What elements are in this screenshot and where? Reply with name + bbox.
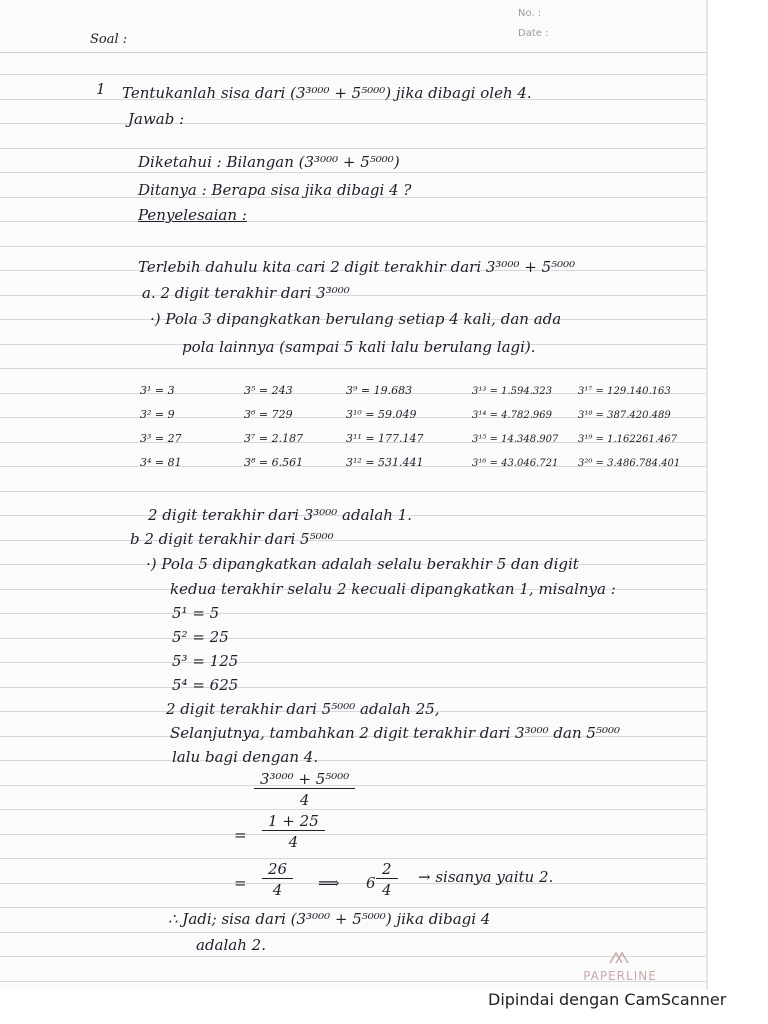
table-cell: 3³ = 27 — [140, 432, 182, 445]
final-line1: ∴ Jadi; sisa dari (3³⁰⁰⁰ + 5⁵⁰⁰⁰) jika dibagi 4 — [168, 910, 491, 928]
ruled-line — [0, 123, 706, 124]
fraction-numerator: 2 — [376, 860, 398, 879]
ruled-line — [0, 540, 706, 541]
part-a-pola-line2: pola lainnya (sampai 5 kali lalu berulang lagi). — [182, 338, 536, 356]
final-line2: adalah 2. — [196, 936, 266, 954]
paper-edge — [706, 0, 708, 990]
mixed-whole: 6 — [366, 874, 376, 892]
paperline-logo-icon — [608, 951, 632, 965]
problem-statement: Tentukanlah sisa dari (3³⁰⁰⁰ + 5⁵⁰⁰⁰) jika dibagi oleh 4. — [122, 84, 532, 102]
fraction-denominator: 4 — [272, 881, 283, 899]
ruled-line — [0, 932, 706, 933]
part-b-title: b 2 digit terakhir dari 5⁵⁰⁰⁰ — [130, 530, 334, 548]
table-cell: 3⁵ = 243 — [244, 384, 293, 397]
table-cell: 3²⁰ = 3.486.784.401 — [578, 458, 681, 469]
problem-number: 1 — [96, 80, 106, 98]
soal-label: Soal : — [90, 32, 128, 47]
table-cell: 3⁷ = 2.187 — [244, 432, 304, 445]
fraction-numerator: 26 — [262, 860, 293, 879]
table-cell: 3¹⁴ = 4.782.969 — [472, 410, 553, 421]
ruled-line — [0, 221, 706, 222]
fraction-sum-powers — [254, 770, 355, 809]
ruled-line — [0, 295, 706, 296]
fraction-digits-sum — [262, 812, 325, 851]
fraction-denominator: 4 — [382, 881, 392, 899]
ruled-line — [0, 491, 706, 492]
camscanner-footer: Dipindai dengan CamScanner — [488, 990, 727, 1009]
part-b-pola-line2: kedua terakhir selalu 2 kecuali dipangkatkan 1, misalnya : — [170, 580, 616, 598]
part-a-conclusion: 2 digit terakhir dari 3³⁰⁰⁰ adalah 1. — [148, 506, 413, 524]
equals-sign: = — [234, 826, 247, 844]
ruled-line — [0, 172, 706, 173]
table-cell: 3¹¹ = 177.147 — [346, 432, 424, 445]
paperline-logo — [580, 950, 660, 983]
ruled-line — [0, 662, 706, 663]
part-a-title: a. 2 digit terakhir dari 3³⁰⁰⁰ — [142, 284, 350, 302]
table-cell: 3⁹ = 19.683 — [346, 384, 413, 397]
fraction-denominator: 4 — [299, 791, 310, 809]
diketahui-line: Diketahui : Bilangan (3³⁰⁰⁰ + 5⁵⁰⁰⁰) — [138, 153, 400, 171]
table-cell: 3² = 9 — [140, 408, 175, 421]
table-cell: 3¹⁶ = 43.046.721 — [472, 458, 559, 469]
paperline-logo-text: PAPERLINE — [583, 969, 657, 983]
part-b-conclusion: 2 digit terakhir dari 5⁵⁰⁰⁰ adalah 25, — [166, 700, 440, 718]
next-step-line1: Selanjutnya, tambahkan 2 digit terakhir dari 3³⁰⁰⁰ dan 5⁵⁰⁰⁰ — [170, 724, 620, 742]
table-cell: 3¹⁵ = 14.348.907 — [472, 434, 559, 445]
intro-line: Terlebih dahulu kita cari 2 digit terakhir dari 3³⁰⁰⁰ + 5⁵⁰⁰⁰ — [138, 258, 576, 276]
part-b-pola-line1: ·) Pola 5 dipangkatkan adalah selalu berakhir 5 dan digit — [146, 555, 579, 573]
ruled-line — [0, 368, 706, 369]
table-cell: 3¹⁹ = 1.162261.467 — [578, 434, 678, 445]
table-cell: 3¹⁰ = 59.049 — [346, 408, 417, 421]
table-cell: 3¹⁸ = 387.420.489 — [578, 410, 671, 421]
power-of-5: 5³ = 125 — [172, 652, 239, 670]
table-cell: 3⁸ = 6.561 — [244, 456, 304, 469]
date-label: Date : — [518, 28, 549, 39]
next-step-line2: lalu bagi dengan 4. — [172, 748, 319, 766]
table-cell: 3⁶ = 729 — [244, 408, 293, 421]
table-cell: 3¹³ = 1.594.323 — [472, 386, 553, 397]
ruled-line — [0, 687, 706, 688]
ruled-line — [0, 638, 706, 639]
mixed-fraction — [376, 860, 398, 899]
fraction-26-over-4 — [262, 860, 293, 899]
part-a-pola-line1: ·) Pola 3 dipangkatkan berulang setiap 4 kali, dan ada — [150, 310, 562, 328]
ditanya-line: Ditanya : Berapa sisa jika dibagi 4 ? — [138, 181, 412, 199]
implies-arrow: ⟹ — [318, 874, 340, 892]
ruled-line — [0, 246, 706, 247]
ruled-line — [0, 613, 706, 614]
jawab-label: Jawab : — [128, 110, 185, 128]
header-rule — [0, 52, 706, 53]
table-cell: 3¹ = 3 — [140, 384, 175, 397]
table-cell: 3¹⁷ = 129.140.163 — [578, 386, 671, 397]
fraction-numerator: 3³⁰⁰⁰ + 5⁵⁰⁰⁰ — [254, 770, 355, 789]
ruled-line — [0, 74, 706, 75]
table-cell: 3⁴ = 81 — [140, 456, 182, 469]
table-cell: 3¹² = 531.441 — [346, 456, 424, 469]
fraction-denominator: 4 — [288, 833, 299, 851]
ruled-line — [0, 148, 706, 149]
penyelesaian-heading: Penyelesaian : — [138, 206, 247, 224]
power-of-5: 5¹ = 5 — [172, 604, 220, 622]
ruled-line — [0, 858, 706, 859]
ruled-line — [0, 760, 706, 761]
ruled-line — [0, 834, 706, 835]
ruled-line — [0, 809, 706, 810]
fraction-numerator: 1 + 25 — [262, 812, 325, 831]
no-label: No. : — [518, 8, 542, 19]
power-of-5: 5⁴ = 625 — [172, 676, 239, 694]
ruled-line — [0, 907, 706, 908]
power-of-5: 5² = 25 — [172, 628, 229, 646]
equals-sign: = — [234, 874, 247, 892]
remainder-note: → sisanya yaitu 2. — [418, 868, 554, 886]
ruled-line — [0, 883, 706, 884]
